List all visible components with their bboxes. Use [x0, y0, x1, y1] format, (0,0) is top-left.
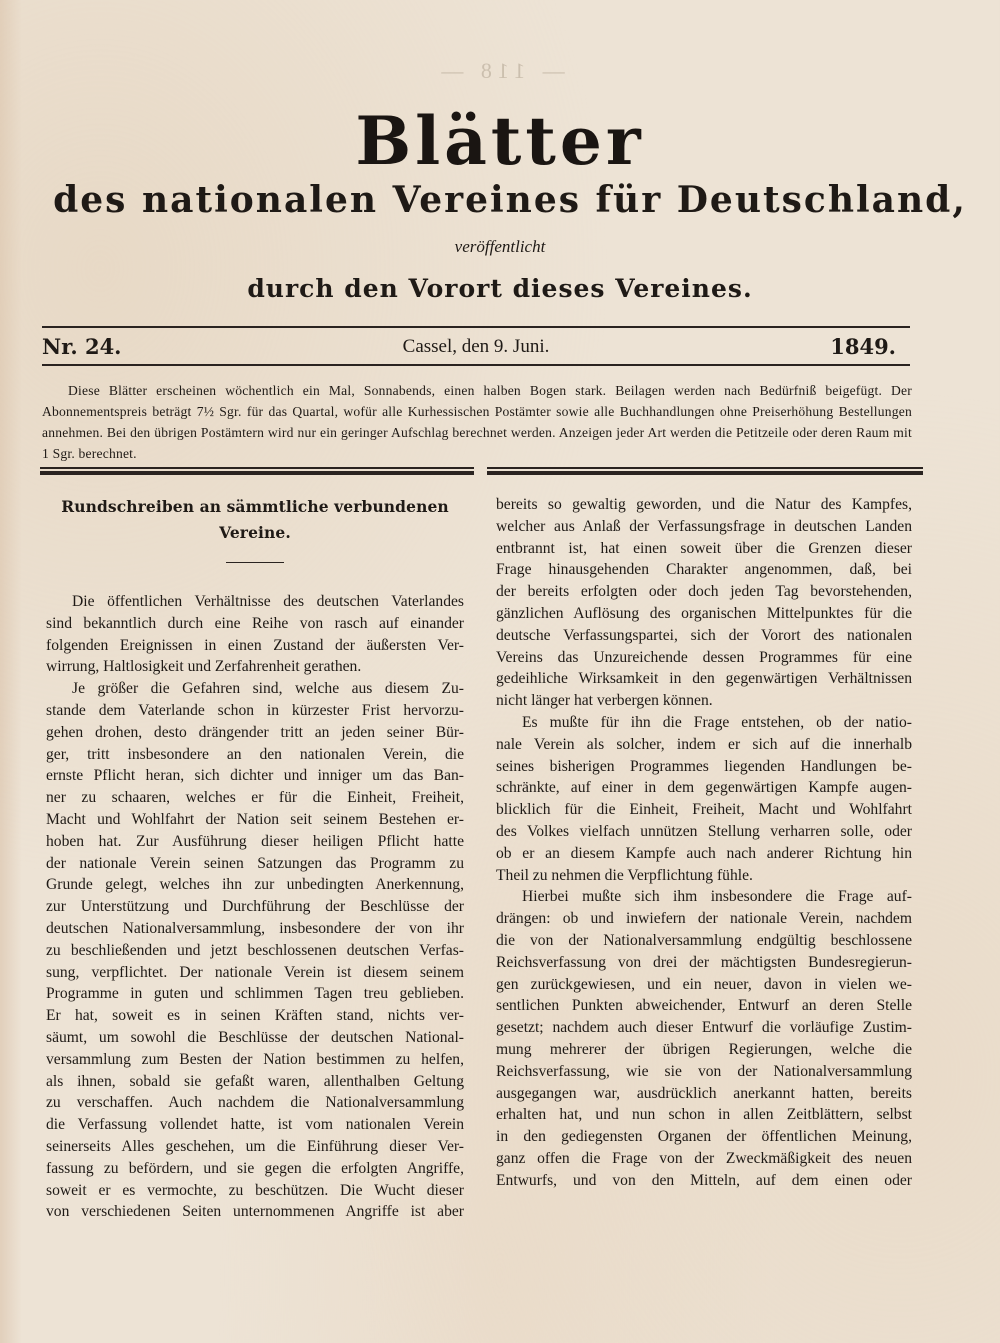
text-line: seinerseits Alles geschehen, um die Einführung dieser Ver- [46, 1137, 464, 1155]
text-line: Frage hinausgehenden Charakter angenommen, daß, bei [496, 561, 912, 579]
masthead-subtitle: des nationalen Vereines für Deutschland, [53, 179, 967, 221]
issue-number: Nr. 24. [42, 334, 122, 359]
text-line: welcher aus Anlaß der Verfassungsfrage in deutschen Landen [496, 517, 912, 535]
text-line: gesetzt; nachdem auch dieser Entwurf die vorläufige Zustim- [496, 1019, 912, 1037]
section-rule-right-thick [487, 471, 923, 475]
article-title: Rundschreiben an sämmtliche verbundenen Vereine. [61, 497, 449, 542]
text-line: schränkte, auf einer in dem gegenwärtigen Kampfe augen- [496, 779, 912, 797]
text-line: sentlichen Punkten abweichender, Entwurf an deren Stelle [496, 997, 912, 1015]
text-line: blicklich für die Einheit, Freiheit, Macht und Wohlfahrt [496, 801, 912, 819]
text-line: nale Verein als solcher, indem er sich auf die innerhalb [496, 735, 912, 753]
text-line: als ihnen, sobald sie gefaßt waren, allenthalben Geltung [46, 1072, 464, 1090]
text-line: erhalten hat, und nun schon in allen Zeitblättern, selbst [496, 1106, 912, 1124]
text-line: der bereits erfolgten oder doch jeden Tag bevorstehenden, [496, 583, 912, 601]
text-line: die Verfassung vollendet hatte, ist vom nationalen Verein [46, 1116, 464, 1134]
text-line: ner zu schaaren, welches er für die Einheit, Freiheit, [46, 789, 464, 807]
dateline-top-rule [42, 326, 910, 328]
text-line: in den gediegensten Organen der öffentlichen Meinung, [496, 1128, 912, 1146]
text-line: fassung zu befördern, und sie gegen die erfolgten Angriffe, [46, 1159, 464, 1177]
text-line: zu beschließenden und jetzt beschlossenen deutschen Verfas- [46, 941, 464, 959]
text-line: deutschen Nationalversammlung, insbesondere der von ihr [46, 919, 464, 937]
text-line: des Volkes vielfach unnützen Stellung verharren solle, oder [496, 822, 912, 840]
article-column-right [496, 494, 912, 1192]
text-line: stande dem Vaterlande schon in kürzester Frist hervorzu- [46, 701, 464, 719]
text-line: Programme in guten und schlimmen Tagen treu geblieben. [46, 985, 464, 1003]
text-line: gehen drohen, desto drängender tritt an jeden seiner Bür- [46, 723, 464, 741]
text-line: von verschiedenen Seiten unternommenen Angriffe ist aber [46, 1203, 464, 1221]
text-line: ernste Pflicht heran, sich dichter und inniger um das Ban- [46, 767, 464, 785]
text-line: die von der Nationalversammlung endgültig beschlossene [496, 931, 912, 949]
text-line: gänzlichen Auflösung des organischen Mittelpunktes für die [496, 604, 912, 622]
text-line: Hierbei mußte sich ihm insbesondere die Frage auf- [522, 888, 912, 906]
text-line: versammlung zum Besten der Nation bestimmen zu helfen, [46, 1050, 464, 1068]
text-line: hoben hat. Zur Ausführung dieser heiligen Pflicht hatte [46, 832, 464, 850]
masthead-publisher: durch den Vorort dieses Vereines. [247, 274, 753, 303]
text-line: wirrung, Haltlosigkeit und Zerfahrenheit gerathen. [46, 658, 362, 676]
text-line: mung mehrerer der übrigen Regierungen, welche die [496, 1040, 912, 1058]
text-line: entbrannt ist, hat einen soweit über die Grenzen dieser [496, 539, 912, 557]
text-line: ganz offen die Frage von der Zweckmäßigkeit des neuen [496, 1149, 912, 1167]
text-line: sind bekanntlich durch eine Reihe von rasch auf einander [46, 614, 464, 632]
section-rule-left-thick [40, 471, 474, 475]
text-line: zu verschaffen. Auch nachdem die Nationalversammlung [46, 1094, 464, 1112]
text-line: Grunde gelegt, welches ihn zur unbedingten Anerkennung, [46, 876, 464, 894]
masthead-title: Blätter [355, 102, 645, 180]
text-line: sung, verpflichtet. Der nationale Verein ist diesem seinem [46, 963, 464, 981]
dateline-bottom-rule [42, 364, 910, 366]
text-line: gedeihliche Wirksamkeit in den gegenwärtigen Verhältnissen [496, 670, 912, 688]
section-rule-left-thin [40, 467, 474, 469]
text-line: Macht und Wohlfahrt der Nation seit seinem Bestehen er- [46, 810, 464, 828]
text-line: säumt, um sowohl die Beschlüsse der deutschen National- [46, 1028, 464, 1046]
left-column-text [46, 591, 464, 1223]
text-line: Es mußte für ihn die Frage entstehen, ob der natio- [522, 713, 912, 731]
right-column-text [496, 494, 912, 1192]
text-line: Theil zu nehmen die Verpflichtung fühle. [496, 866, 753, 884]
text-line: ob er an diesem Kampfe auch nach anderer Richtung hin [496, 844, 912, 862]
text-line: ausgegangen war, ausdrücklich anerkannt hatten, bereits [496, 1084, 912, 1102]
page-number: — 118 — [435, 58, 565, 83]
text-line: seines bisherigen Programmes liegenden Handlungen be- [496, 757, 912, 775]
subscription-notice: Diese Blätter erscheinen wöchentlich ein Mal, Sonnabends, einen halben Bogen stark. Beilagen werden nach Bedürfniß beigefügt. Der Abonnementspreis beträgt 7½ Sgr. für das Quartal, wofür alle Kurhessischen Postämter sowie alle Buchhandlungen ohne Preiserhöhung Bestellungen annehmen. Bei den übrigen Postämtern wird nur ein geringer Aufschlag berechnet werden. Anzeigen jeder Art werden die Petitzeile oder deren Raum mit 1 Sgr. berechnet. [42, 383, 912, 461]
text-line: ger, tritt insbesondere an den nationalen Verein, die [46, 745, 464, 763]
text-line: der nationale Verein seinen Satzungen das Programm zu [46, 854, 464, 872]
text-line: folgenden Ereignissen in einen Zustand der äußersten Ver- [46, 636, 464, 654]
dateline [42, 334, 910, 360]
text-line: Er hat, soweit es in seinen Kräften stand, nichts ver- [46, 1007, 464, 1025]
text-line: Vereins das Unzureichende dessen Programmes für eine [496, 648, 912, 666]
place-date: Cassel, den 9. Juni. [402, 336, 550, 357]
masthead-published: veröffentlicht [454, 237, 546, 256]
text-line: drängen: ob und inwiefern der nationale Verein, nachdem [496, 910, 912, 928]
text-line: Reichsverfassung, wie sie von der Nationalversammlung [496, 1062, 912, 1080]
text-line: Entwurfs, und von den Mitteln, auf dem einen oder [496, 1171, 912, 1189]
text-line: bereits so gewaltig geworden, und die Natur des Kampfes, [496, 496, 912, 513]
text-line: soweit er es vermochte, zu beschützen. Die Wucht dieser [46, 1181, 464, 1199]
issue-year: 1849. [830, 334, 896, 359]
text-line: nicht länger hat verbergen können. [496, 692, 713, 710]
text-line: Je größer die Gefahren sind, welche aus diesem Zu- [72, 680, 464, 698]
article-column-left [46, 494, 464, 1223]
text-line: deutsche Verfassungspartei, sich der Vorort des nationalen [496, 626, 912, 644]
text-line: Reichsverfassung von drei der mächtigsten Bundesregierun- [496, 953, 912, 971]
text-line: Die öffentlichen Verhältnisse des deutschen Vaterlandes [72, 593, 464, 610]
text-line: zur Unterstützung und Durchführung der Beschlüsse der [46, 898, 464, 916]
section-rule-right-thin [487, 467, 923, 469]
title-divider [226, 562, 284, 563]
text-line: gen zurückgewiesen, und ein neuer, davon in vielen we- [496, 975, 912, 993]
